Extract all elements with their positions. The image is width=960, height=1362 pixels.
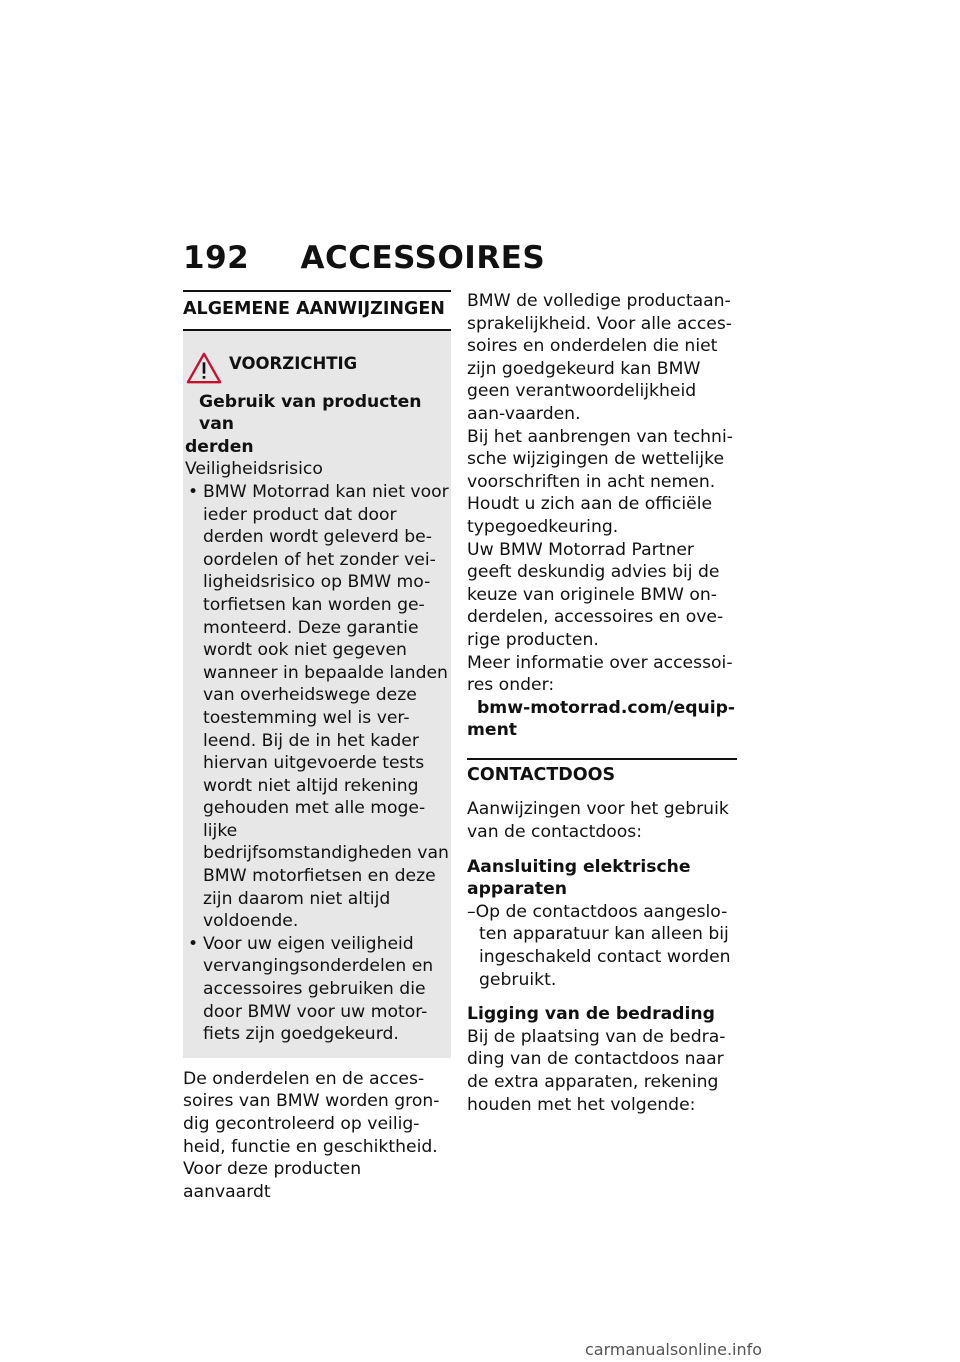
section-rule: [183, 290, 451, 292]
body-paragraph: Aanwijzingen voor het gebruik van de contactdoos:: [467, 799, 729, 843]
warning-box: [183, 331, 451, 1058]
list-item: • Voor uw eigen veiligheid vervangingsonderdelen en accessoires gebruiken die door BMW voor uw motor-fiets zijn goedgekeurd.: [185, 933, 451, 1046]
warning-subtitle: Gebruik van producten van: [199, 391, 422, 435]
warning-triangle-icon: [185, 351, 223, 385]
chapter-title: ACCESSOIRES: [300, 240, 546, 276]
page-header: [183, 240, 545, 276]
page-number: 192: [183, 240, 250, 276]
right-column: [467, 290, 737, 1116]
body-paragraph: Meer informatie over accessoi-res onder:: [467, 652, 733, 696]
list-item: –Op de contactdoos aangeslo-ten apparatuur kan alleen bij ingeschakeld contact worden gebruikt.: [467, 901, 731, 990]
warning-bullets: [185, 481, 451, 1046]
body-paragraph: De onderdelen en de acces-soires van BMW worden gron-dig gecontroleerd op veilig-heid, functie en geschiktheid. Voor deze producten aanvaardt: [183, 1068, 440, 1202]
left-column: [183, 290, 451, 1203]
watermark: carmanualsonline.info: [585, 1340, 763, 1359]
body-paragraph: Bij het aanbrengen van techni-sche wijzigingen de wettelijke voorschriften in acht nemen. Houdt u zich aan de officiële typegoedkeuring.: [467, 426, 733, 537]
accessories-link-cont[interactable]: ment: [467, 720, 518, 741]
body-paragraph: BMW de volledige productaan-sprakelijkheid. Voor alle acces-soires en onderdelen die niet zijn goedgekeurd kan BMW geen verantwoordelijkheid aan-vaarden.: [467, 291, 733, 424]
section-title-contactdoos: CONTACTDOOS: [467, 764, 616, 785]
subsection-title: Aansluiting elektrische apparaten: [467, 856, 691, 900]
section-title-general: ALGEMENE AANWIJZINGEN: [183, 298, 451, 331]
accessories-link[interactable]: bmw-motorrad.com/equip-: [477, 697, 736, 718]
section-rule: [467, 758, 737, 760]
warning-header: [189, 351, 451, 385]
body-paragraph: Bij de plaatsing van de bedra-ding van de contactdoos naar de extra apparaten, rekening houden met het volgende:: [467, 1026, 726, 1115]
warning-risk: Veiligheidsrisico: [185, 459, 323, 480]
warning-label: VOORZICHTIG: [229, 354, 358, 374]
warning-subtitle-cont: derden: [185, 436, 254, 457]
body-paragraph: Uw BMW Motorrad Partner geeft deskundig advies bij de keuze van originele BMW on-derdelen, accessoires en ove-rige producten.: [467, 539, 724, 650]
list-item: • BMW Motorrad kan niet voor ieder product dat door derden wordt geleverd be-oordelen of het zonder vei-ligheidsrisico op BMW mo-torfietsen kan worden ge-monteerd. Deze garantie wordt ook niet gegeven wanneer in bepaalde landen van overheidswege deze toestemming wel is ver-leend. Bij de in het kader hiervan uitgevoerde tests wordt niet altijd rekening gehouden met alle moge-lijke bedrijfsomstandigheden van BMW motorfietsen en deze zijn daarom niet altijd voldoende.: [185, 481, 451, 933]
subsection-title: Ligging van de bedrading: [467, 1004, 715, 1025]
